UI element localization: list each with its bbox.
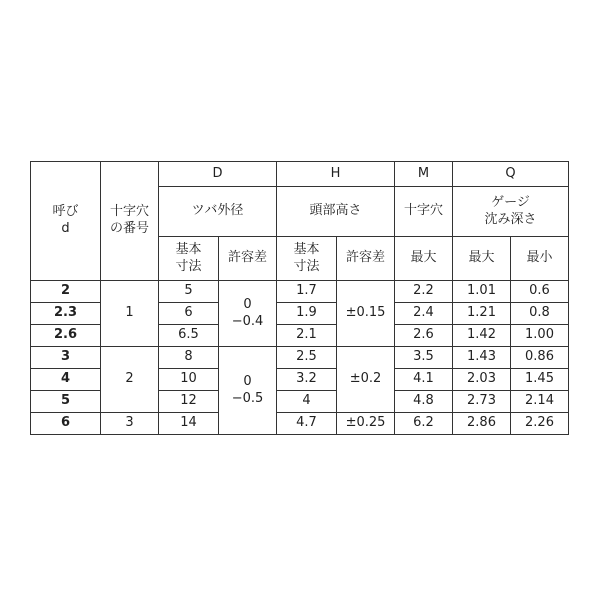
- Q-min-cell: 2.26: [511, 413, 569, 435]
- H-cell: 3.2: [277, 369, 337, 391]
- recess-number-header: 十字穴 の番号: [101, 162, 159, 281]
- Q-min-header: 最小: [511, 237, 569, 281]
- H-cell: 1.9: [277, 303, 337, 325]
- Q-max-cell: 2.73: [453, 391, 511, 413]
- D-tolerance-cell: 0 −0.4: [219, 281, 277, 347]
- Q-max-cell: 2.86: [453, 413, 511, 435]
- Q-min-cell: 0.6: [511, 281, 569, 303]
- nominal-cell: 2: [31, 281, 101, 303]
- M-cell: 4.8: [395, 391, 453, 413]
- H-tolerance-cell: ±0.15: [337, 281, 395, 347]
- M-cell: 2.4: [395, 303, 453, 325]
- D-cell: 8: [159, 347, 219, 369]
- Q-min-cell: 2.14: [511, 391, 569, 413]
- M-cell: 3.5: [395, 347, 453, 369]
- header-row-1: [31, 162, 569, 187]
- H-cell: 4.7: [277, 413, 337, 435]
- M-cell: 4.1: [395, 369, 453, 391]
- D-cell: 14: [159, 413, 219, 435]
- M-header: M: [395, 162, 453, 187]
- M-cell: 6.2: [395, 413, 453, 435]
- D-header: D: [159, 162, 277, 187]
- nominal-cell: 5: [31, 391, 101, 413]
- H-cell: 4: [277, 391, 337, 413]
- M-max-header: 最大: [395, 237, 453, 281]
- Q-max-cell: 1.01: [453, 281, 511, 303]
- Q-subheader: ゲージ 沈み深さ: [453, 187, 569, 237]
- recess-cell: 2: [101, 347, 159, 413]
- nominal-cell: 2.6: [31, 325, 101, 347]
- M-cell: 2.6: [395, 325, 453, 347]
- H-subheader: 頭部高さ: [277, 187, 395, 237]
- Q-min-cell: 0.8: [511, 303, 569, 325]
- H-cell: 2.1: [277, 325, 337, 347]
- table-row: [31, 413, 569, 435]
- nominal-cell: 3: [31, 347, 101, 369]
- D-subheader: ツバ外径: [159, 187, 277, 237]
- H-tolerance-header: 許容差: [337, 237, 395, 281]
- nominal-cell: 6: [31, 413, 101, 435]
- H-cell: 2.5: [277, 347, 337, 369]
- D-cell: 6: [159, 303, 219, 325]
- table-row: [31, 281, 569, 303]
- D-cell: 5: [159, 281, 219, 303]
- H-tolerance-cell: ±0.25: [337, 413, 395, 435]
- D-tolerance-header: 許容差: [219, 237, 277, 281]
- H-cell: 1.7: [277, 281, 337, 303]
- H-basic-header: 基本 寸法: [277, 237, 337, 281]
- Q-max-cell: 1.21: [453, 303, 511, 325]
- D-basic-header: 基本 寸法: [159, 237, 219, 281]
- H-tolerance-cell: ±0.2: [337, 347, 395, 413]
- M-cell: 2.2: [395, 281, 453, 303]
- Q-max-cell: 2.03: [453, 369, 511, 391]
- D-cell: 6.5: [159, 325, 219, 347]
- D-cell: 12: [159, 391, 219, 413]
- screw-dimension-table: [30, 161, 569, 435]
- M-subheader: 十字穴: [395, 187, 453, 237]
- table-row: [31, 347, 569, 369]
- Q-header: Q: [453, 162, 569, 187]
- D-cell: 10: [159, 369, 219, 391]
- Q-max-cell: 1.43: [453, 347, 511, 369]
- nominal-cell: 2.3: [31, 303, 101, 325]
- Q-max-header: 最大: [453, 237, 511, 281]
- Q-min-cell: 1.45: [511, 369, 569, 391]
- nominal-cell: 4: [31, 369, 101, 391]
- Q-min-cell: 1.00: [511, 325, 569, 347]
- recess-cell: 3: [101, 413, 159, 435]
- nominal-header: 呼び d: [31, 162, 101, 281]
- recess-cell: 1: [101, 281, 159, 347]
- Q-max-cell: 1.42: [453, 325, 511, 347]
- H-header: H: [277, 162, 395, 187]
- Q-min-cell: 0.86: [511, 347, 569, 369]
- D-tolerance-cell: 0 −0.5: [219, 347, 277, 435]
